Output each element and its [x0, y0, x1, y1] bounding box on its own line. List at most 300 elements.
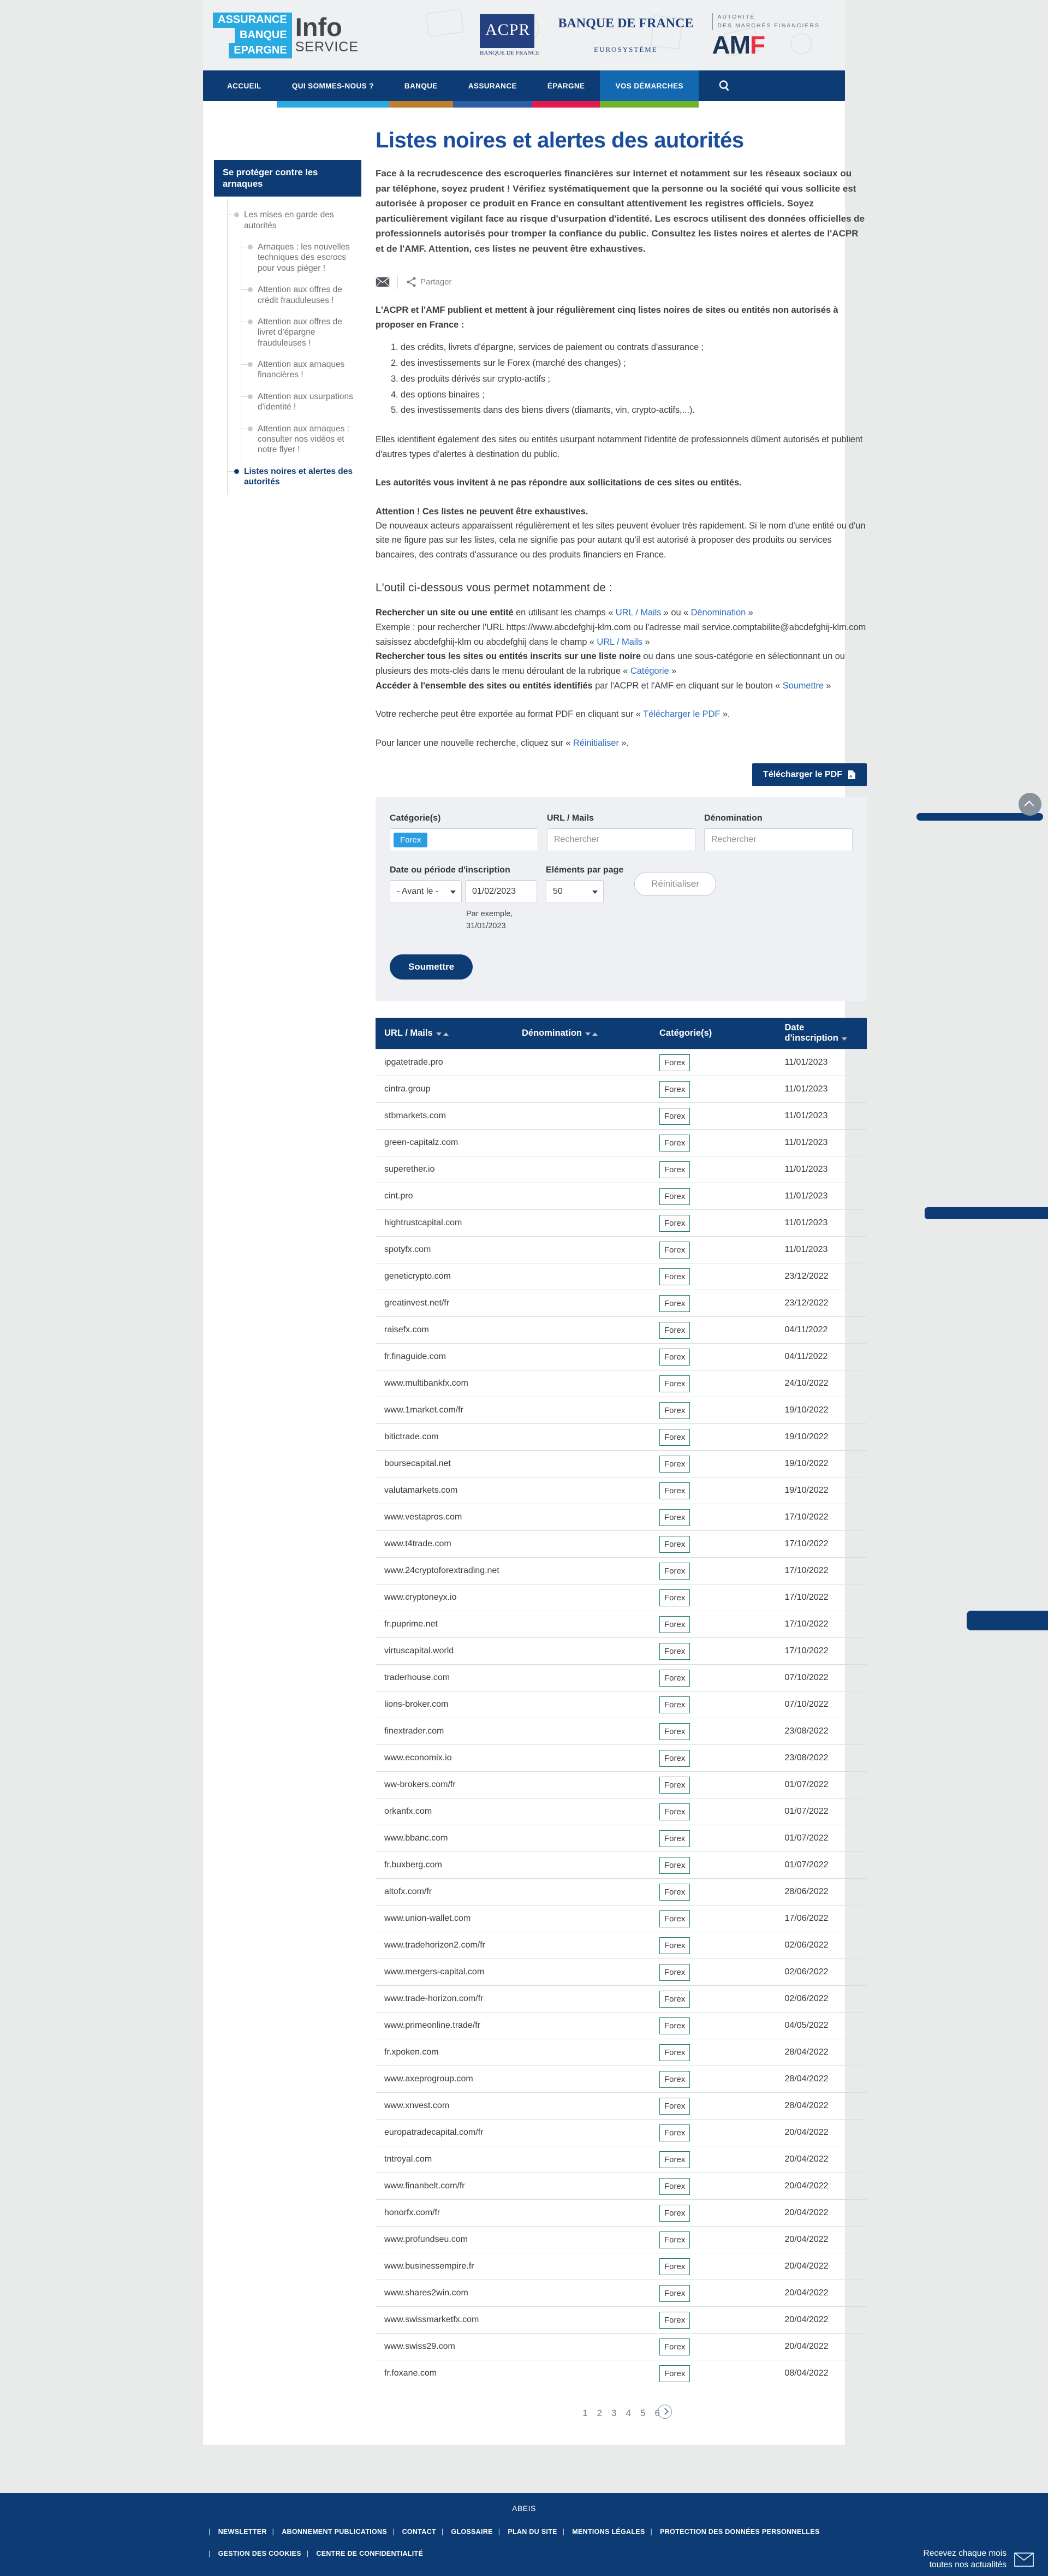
cell-category — [651, 2334, 776, 2360]
category-badge: Forex — [659, 2338, 690, 2355]
column-header-date[interactable] — [776, 1018, 867, 1049]
footer-link[interactable]: | MENTIONS LÉGALES — [557, 2528, 645, 2536]
cell-category — [651, 2066, 776, 2093]
cell-url: orkanfx.com — [376, 1799, 513, 1825]
cell-denomination — [513, 1237, 651, 1263]
tool-section-title: L'outil ci-dessous vous permet notamment de : — [376, 581, 612, 595]
cell-date: 28/04/2022 — [776, 2066, 867, 2093]
cell-denomination — [513, 1718, 651, 1745]
table-row — [376, 1879, 867, 1906]
category-badge: Forex — [659, 2285, 690, 2302]
cell-category — [651, 1183, 776, 1210]
amf-letter-a: A — [712, 31, 730, 60]
cell-date: 19/10/2022 — [776, 1397, 867, 1424]
table-row — [376, 1317, 867, 1344]
table-row — [376, 2039, 867, 2066]
cell-date: 23/08/2022 — [776, 1718, 867, 1745]
cell-denomination — [513, 1584, 651, 1611]
pagination-page[interactable]: 1 — [582, 2407, 588, 2418]
category-badge: Forex — [659, 1536, 690, 1553]
blacklist-type-item: 4. des options binaires ; — [401, 387, 867, 403]
cell-category — [651, 1665, 776, 1691]
cell-category — [651, 1504, 776, 1531]
cell-denomination — [513, 1049, 651, 1076]
category-badge: Forex — [659, 2071, 690, 2088]
category-badge: Forex — [659, 1937, 690, 1954]
cell-url: www.trade-horizon.com/fr — [376, 1986, 513, 2013]
site-footer — [0, 2493, 1048, 2576]
cell-url: virtuscapital.world — [376, 1638, 513, 1665]
per-page-value: 50 — [553, 887, 563, 897]
cell-category — [651, 1210, 776, 1237]
cell-denomination — [513, 2200, 651, 2227]
newsletter-label — [924, 2548, 1007, 2570]
cell-date: 23/12/2022 — [776, 1263, 867, 1290]
main-column — [367, 101, 869, 2419]
cell-url: www.businessempire.fr — [376, 2253, 513, 2280]
denomination-label: Dénomination — [704, 814, 763, 823]
category-badge: Forex — [659, 1803, 690, 1820]
cell-category — [651, 1397, 776, 1424]
cell-category — [651, 1237, 776, 1263]
cell-url: www.union-wallet.com — [376, 1906, 513, 1932]
cell-category — [651, 2120, 776, 2146]
table-row — [376, 1263, 867, 1290]
table-row — [376, 1397, 867, 1424]
cell-date: 08/04/2022 — [776, 2360, 867, 2387]
logo-info-text: Info — [295, 12, 342, 41]
cell-category — [651, 1103, 776, 1130]
cell-url: traderhouse.com — [376, 1665, 513, 1691]
cell-date: 17/10/2022 — [776, 1504, 867, 1531]
category-badge: Forex — [659, 2258, 690, 2275]
cell-category — [651, 1531, 776, 1558]
category-badge: Forex — [659, 1242, 690, 1259]
acpr-logo[interactable] — [480, 14, 539, 56]
pagination-page[interactable]: 4 — [626, 2407, 631, 2418]
cell-denomination — [513, 2334, 651, 2360]
cell-date: 20/04/2022 — [776, 2120, 867, 2146]
pagination-next-icon[interactable] — [658, 2405, 672, 2419]
column-header-url[interactable] — [376, 1018, 513, 1049]
sidebar — [203, 101, 367, 2419]
cell-date: 02/06/2022 — [776, 1932, 867, 1959]
footer-link[interactable]: | GLOSSAIRE — [436, 2528, 493, 2536]
table-row — [376, 1718, 867, 1745]
category-badge: Forex — [659, 1456, 690, 1473]
table-row — [376, 1370, 867, 1397]
cell-category — [651, 2307, 776, 2334]
category-badge: Forex — [659, 1322, 690, 1339]
bdf-logo-name: BANQUE DE FRANCE — [558, 16, 694, 31]
sidebar-subitem[interactable]: Attention aux arnaques financières ! — [241, 356, 361, 388]
category-badge: Forex — [659, 2365, 690, 2382]
floating-widget-bar — [967, 1611, 1048, 1630]
table-row — [376, 1210, 867, 1237]
blacklist-types-list — [401, 340, 867, 418]
cell-category — [651, 1558, 776, 1584]
footer-link[interactable]: | PROTECTION DES DONNÉES PERSONNELLES — [645, 2528, 820, 2536]
cell-denomination — [513, 1906, 651, 1932]
cell-date: 02/06/2022 — [776, 1986, 867, 2013]
category-badge: Forex — [659, 1402, 690, 1419]
sort-icons-denomination[interactable] — [585, 1028, 598, 1038]
cell-denomination — [513, 1558, 651, 1584]
cell-url: www.swiss29.com — [376, 2334, 513, 2360]
nav-item-accueil[interactable]: ACCUEIL — [227, 81, 261, 90]
cell-url: www.xnvest.com — [376, 2093, 513, 2120]
cell-category — [651, 2146, 776, 2173]
category-badge: Forex — [659, 1135, 690, 1152]
table-row — [376, 1504, 867, 1531]
cell-date: 02/06/2022 — [776, 1959, 867, 1986]
category-input[interactable] — [390, 828, 538, 851]
site-logo-blocks — [213, 13, 292, 58]
site-logo[interactable] — [213, 13, 359, 58]
cell-denomination — [513, 1691, 651, 1718]
pagination-page[interactable]: 6 — [654, 2407, 660, 2418]
tool-line-search-all: Rechercher tous les sites ou entités inscrits sur une liste noire ou dans une sous-catégorie en sélectionnant un ou plusieurs des mots-clés dans le menu déroulant de la rubrique « Catégorie » — [376, 651, 845, 676]
sort-asc-icon[interactable] — [592, 1032, 598, 1036]
sidebar-subitem[interactable]: Attention aux offres de livret d'épargne frauduleuses ! — [241, 313, 361, 356]
cell-category — [651, 1076, 776, 1103]
cell-category — [651, 1344, 776, 1370]
cell-date: 07/10/2022 — [776, 1665, 867, 1691]
sidebar-subitem[interactable]: Attention aux arnaques : consulter nos vidéos et notre flyer ! — [241, 420, 361, 463]
cell-url: fr.xpoken.com — [376, 2039, 513, 2066]
table-row — [376, 2307, 867, 2334]
column-header-denomination[interactable] — [513, 1018, 651, 1049]
cell-date: 04/11/2022 — [776, 1344, 867, 1370]
pdf-button-row — [376, 763, 867, 786]
cell-date: 07/10/2022 — [776, 1691, 867, 1718]
column-header-category-label: Catégorie(s) — [659, 1028, 712, 1038]
reset-button[interactable]: Réinitialiser — [634, 872, 716, 896]
table-row — [376, 2093, 867, 2120]
cell-date: 23/12/2022 — [776, 1290, 867, 1317]
cell-date: 11/01/2023 — [776, 1049, 867, 1076]
cell-denomination — [513, 1772, 651, 1799]
cell-url: www.t4trade.com — [376, 1531, 513, 1558]
paragraph-identification: Elles identifient également des sites ou entités usurpant notamment l'identité de professionnels dûment autorisés et publient d'autres types d'alertes à destination du public. — [376, 435, 863, 459]
nav-item-vos-demarches[interactable]: VOS DÉMARCHES — [600, 70, 698, 101]
table-row — [376, 2120, 867, 2146]
mail-icon[interactable] — [376, 277, 390, 287]
cell-category — [651, 1691, 776, 1718]
category-badge: Forex — [659, 1910, 690, 1927]
footer-link[interactable]: | CONTACT — [387, 2528, 436, 2536]
table-row — [376, 1986, 867, 2013]
cell-denomination — [513, 1932, 651, 1959]
floating-widget-bar — [925, 1207, 1048, 1219]
cell-date: 20/04/2022 — [776, 2253, 867, 2280]
cell-url: www.vestapros.com — [376, 1504, 513, 1531]
table-row — [376, 2146, 867, 2173]
category-badge: Forex — [659, 1696, 690, 1713]
sidebar-tree — [227, 199, 361, 495]
newsletter-line1: Recevez chaque mois — [923, 2549, 1007, 2559]
cell-category — [651, 1772, 776, 1799]
cell-denomination — [513, 2173, 651, 2200]
per-page-select[interactable] — [546, 880, 604, 903]
cell-category — [651, 1477, 776, 1504]
share-icon[interactable] — [407, 277, 416, 287]
cell-url: hightrustcapital.com — [376, 1210, 513, 1237]
cell-url: stbmarkets.com — [376, 1103, 513, 1130]
share-row — [376, 275, 867, 289]
logo-line-epargne: EPARGNE — [229, 43, 291, 58]
cell-date: 17/10/2022 — [776, 1638, 867, 1665]
submit-button[interactable]: Soumettre — [390, 954, 473, 980]
cell-date: 17/10/2022 — [776, 1531, 867, 1558]
date-helper — [466, 909, 537, 933]
table-row — [376, 1745, 867, 1772]
table-row — [376, 1611, 867, 1638]
cell-denomination — [513, 1290, 651, 1317]
sidebar-subitem[interactable]: Attention aux usurpations d'identité ! — [241, 388, 361, 420]
footer-link[interactable]: | ABONNEMENT PUBLICATIONS — [267, 2528, 387, 2536]
cell-denomination — [513, 1156, 651, 1183]
logo-line-banque: BANQUE — [235, 28, 292, 43]
table-body — [376, 1049, 867, 2387]
cell-category — [651, 1986, 776, 2013]
table-row — [376, 1691, 867, 1718]
category-badge: Forex — [659, 1857, 690, 1874]
cell-denomination — [513, 2307, 651, 2334]
cell-url: green-capitalz.com — [376, 1130, 513, 1156]
download-pdf-button[interactable] — [752, 763, 867, 786]
blacklist-type-item: 3. des produits dérivés sur crypto-actifs ; — [401, 371, 867, 387]
share-label[interactable]: Partager — [420, 277, 452, 287]
sort-desc-icon[interactable] — [436, 1032, 442, 1036]
footer-link[interactable]: | PLAN DU SITE — [493, 2528, 557, 2536]
cell-url: www.mergers-capital.com — [376, 1959, 513, 1986]
footer-brand: ABEIS — [512, 2503, 536, 2513]
cell-category — [651, 1290, 776, 1317]
cell-category — [651, 1156, 776, 1183]
amf-logo-caption — [712, 13, 820, 31]
category-badge: Forex — [659, 2205, 690, 2222]
cell-date: 19/10/2022 — [776, 1451, 867, 1477]
date-mode-select[interactable] — [390, 880, 462, 903]
tool-instructions — [376, 606, 867, 693]
sort-icons-url[interactable] — [436, 1028, 449, 1038]
cell-date: 11/01/2023 — [776, 1183, 867, 1210]
category-badge: Forex — [659, 1375, 690, 1392]
date-input[interactable] — [465, 880, 537, 903]
pagination-page[interactable]: 5 — [640, 2407, 646, 2418]
page-title: Listes noires et alertes des autorités — [376, 128, 744, 152]
cell-category — [651, 2280, 776, 2307]
cell-denomination — [513, 1317, 651, 1344]
sidebar-sublist — [241, 239, 361, 463]
url-mails-input[interactable] — [547, 828, 695, 851]
cell-denomination — [513, 2146, 651, 2173]
reset-note: Pour lancer une nouvelle recherche, cliquez sur « Réinitialiser ». — [376, 738, 629, 748]
cell-url: greatinvest.net/fr — [376, 1290, 513, 1317]
cell-url: www.economix.io — [376, 1745, 513, 1772]
cell-category — [651, 2013, 776, 2039]
category-badge: Forex — [659, 2178, 690, 2195]
sort-asc-icon[interactable] — [443, 1032, 449, 1036]
amf-logo[interactable] — [712, 13, 820, 58]
cell-category — [651, 1263, 776, 1290]
paragraph-lists-intro: L'ACPR et l'AMF publient et mettent à jour régulièrement cinq listes noires de sites ou entités non autorisés à proposer en France : — [376, 305, 838, 330]
cell-date: 01/07/2022 — [776, 1799, 867, 1825]
cell-denomination — [513, 1986, 651, 2013]
column-header-denomination-label: Dénomination — [522, 1028, 582, 1038]
sidebar-item-mises-en-garde[interactable]: Les mises en garde des autorités — [228, 206, 361, 239]
cell-date: 11/01/2023 — [776, 1103, 867, 1130]
cell-category — [651, 1932, 776, 1959]
cell-url: altofx.com/fr — [376, 1879, 513, 1906]
cell-date: 01/07/2022 — [776, 1772, 867, 1799]
category-badge: Forex — [659, 2231, 690, 2248]
table-row — [376, 1531, 867, 1558]
cell-url: boursecapital.net — [376, 1451, 513, 1477]
category-badge: Forex — [659, 1509, 690, 1526]
denomination-input[interactable] — [704, 828, 853, 851]
table-row — [376, 1290, 867, 1317]
logo-line-assurance: ASSURANCE — [213, 13, 292, 28]
cell-category — [651, 2200, 776, 2227]
table-row — [376, 2200, 867, 2227]
cell-category — [651, 2253, 776, 2280]
nav-item-assurance[interactable]: ASSURANCE — [453, 70, 532, 101]
cell-category — [651, 1745, 776, 1772]
cell-date: 01/07/2022 — [776, 1825, 867, 1852]
date-mode-value: - Avant le - — [397, 887, 439, 897]
cell-url: ipgatetrade.pro — [376, 1049, 513, 1076]
category-badge: Forex — [659, 1349, 690, 1366]
cell-url: raisefx.com — [376, 1317, 513, 1344]
cell-url: www.finanbelt.com/fr — [376, 2173, 513, 2200]
footer-link[interactable]: | NEWSLETTER — [203, 2528, 267, 2536]
category-badge: Forex — [659, 2044, 690, 2061]
category-badge: Forex — [659, 1054, 690, 1071]
cell-date: 17/06/2022 — [776, 1906, 867, 1932]
cell-category — [651, 2039, 776, 2066]
cell-date: 28/06/2022 — [776, 1879, 867, 1906]
pagination-page[interactable]: 2 — [597, 2407, 603, 2418]
sidebar-subitem[interactable]: Arnaques : les nouvelles techniques des escrocs pour vous piéger ! — [241, 239, 361, 281]
cell-url: lions-broker.com — [376, 1691, 513, 1718]
category-badge: Forex — [659, 1884, 690, 1901]
cell-date: 04/05/2022 — [776, 2013, 867, 2039]
table-row — [376, 1103, 867, 1130]
cell-denomination — [513, 1451, 651, 1477]
banner-decoration — [425, 9, 464, 38]
cell-denomination — [513, 2120, 651, 2146]
cell-denomination — [513, 2253, 651, 2280]
cell-date: 19/10/2022 — [776, 1477, 867, 1504]
column-header-category[interactable] — [651, 1018, 776, 1049]
table-row — [376, 1825, 867, 1852]
blacklist-type-item: 1. des crédits, livrets d'épargne, services de paiement ou contrats d'assurance ; — [401, 340, 867, 355]
category-badge: Forex — [659, 1643, 690, 1660]
nav-item-banque[interactable]: BANQUE — [389, 70, 453, 101]
cell-date: 20/04/2022 — [776, 2334, 867, 2360]
banque-de-france-logo[interactable] — [558, 16, 693, 54]
cell-url: www.bbanc.com — [376, 1825, 513, 1852]
cell-denomination — [513, 1852, 651, 1879]
cell-category — [651, 1852, 776, 1879]
bdf-logo-caption: EUROSYSTÈME — [594, 45, 658, 54]
footer-link[interactable]: | GESTION DES COOKIES — [203, 2550, 301, 2557]
category-chip-forex[interactable]: Forex — [394, 833, 427, 847]
cell-url: www.tradehorizon2.com/fr — [376, 1932, 513, 1959]
acpr-logo-caption: BANQUE DE FRANCE — [480, 50, 540, 56]
table-row — [376, 1959, 867, 1986]
sidebar-subitem[interactable]: Attention aux offres de crédit frauduleuses ! — [241, 281, 361, 313]
table-row — [376, 1344, 867, 1370]
cell-date: 28/04/2022 — [776, 2093, 867, 2120]
category-badge: Forex — [659, 1670, 690, 1687]
footer-links-row1 — [203, 2528, 845, 2536]
back-to-top-button[interactable] — [1019, 793, 1041, 816]
blacklist-type-item: 5. des investissements dans des biens divers (diamants, vin, crypto-actifs,...). — [401, 402, 867, 418]
table-row — [376, 2173, 867, 2200]
cell-category — [651, 1424, 776, 1451]
cell-denomination — [513, 1263, 651, 1290]
category-badge: Forex — [659, 1295, 690, 1312]
cell-denomination — [513, 1799, 651, 1825]
nav-item-qui-sommes-nous[interactable]: QUI SOMMES-NOUS ? — [277, 70, 389, 101]
cell-denomination — [513, 1130, 651, 1156]
tool-line-search-entity: Rechercher un site ou une entité en utilisant les champs « URL / Mails » ou « Dénomination » — [376, 608, 753, 618]
table-row — [376, 1237, 867, 1263]
cell-date: 20/04/2022 — [776, 2146, 867, 2173]
sort-desc-icon[interactable] — [585, 1032, 591, 1036]
cell-category — [651, 1638, 776, 1665]
table-row — [376, 1638, 867, 1665]
pdf-file-icon — [848, 770, 856, 780]
newsletter-signup[interactable] — [924, 2548, 1034, 2570]
cell-url: superether.io — [376, 1156, 513, 1183]
sidebar-item-listes-noires-active[interactable]: Listes noires et alertes des autorités — [228, 463, 361, 495]
cell-denomination — [513, 1076, 651, 1103]
category-badge: Forex — [659, 1108, 690, 1125]
cell-denomination — [513, 2280, 651, 2307]
cell-category — [651, 2227, 776, 2253]
cell-category — [651, 1879, 776, 1906]
nav-item-epargne[interactable]: ÉPARGNE — [532, 70, 600, 101]
cell-date: 11/01/2023 — [776, 1076, 867, 1103]
footer-links-row2 — [203, 2550, 845, 2557]
category-badge: Forex — [659, 2312, 690, 2329]
cell-date: 24/10/2022 — [776, 1370, 867, 1397]
cell-url: geneticrypto.com — [376, 1263, 513, 1290]
tool-line-example: Exemple : pour rechercher l'URL https://www.abcdefghij-klm.com ou l'adresse mail service.comptabilite@abcdefghij-klm.com saisissez abcdefghij-klm ou abcdefghij dans le champ « URL / Mails » — [376, 622, 866, 647]
blacklist-type-item: 2. des investissements sur le Forex (marché des changes) ; — [401, 355, 867, 371]
amf-letter-m: M — [729, 31, 751, 60]
cell-url: fr.buxberg.com — [376, 1852, 513, 1879]
sort-desc-icon[interactable] — [842, 1037, 847, 1041]
cell-date: 11/01/2023 — [776, 1130, 867, 1156]
cell-category — [651, 1317, 776, 1344]
pagination-page[interactable]: 3 — [611, 2407, 617, 2418]
date-helper-line1: Par exemple, — [466, 910, 513, 919]
cell-url: cint.pro — [376, 1183, 513, 1210]
logo-info-service — [295, 12, 359, 56]
footer-link[interactable]: | CENTRE DE CONFIDENTIALITÉ — [301, 2550, 423, 2557]
cell-denomination — [513, 1531, 651, 1558]
sort-icons-date[interactable] — [842, 1033, 849, 1043]
table-row — [376, 1906, 867, 1932]
table-row — [376, 2013, 867, 2039]
cell-date: 17/10/2022 — [776, 1558, 867, 1584]
nav-search-button[interactable] — [699, 70, 750, 101]
